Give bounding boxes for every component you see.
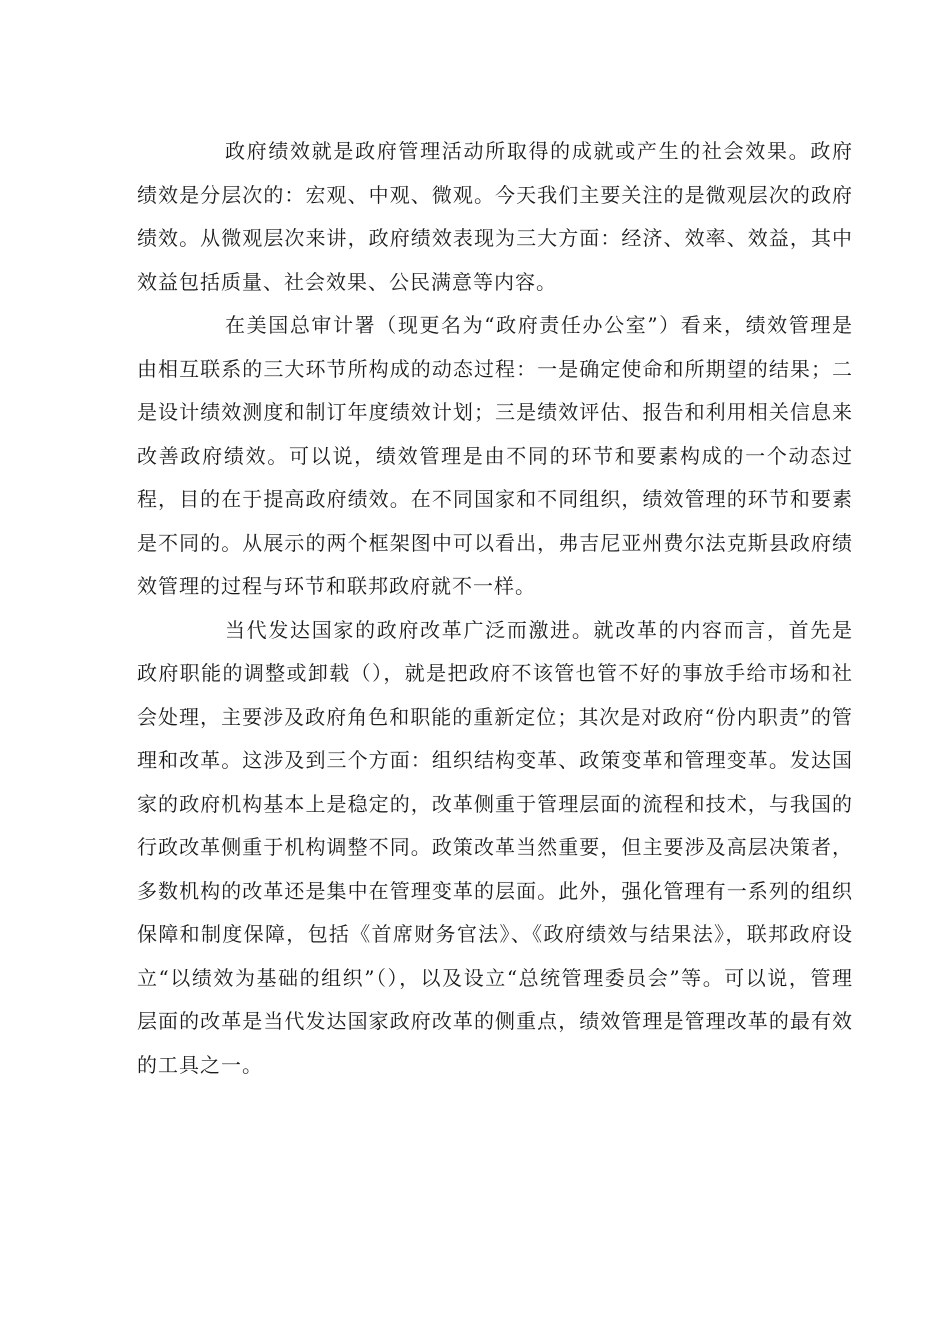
paragraph-government-performance: 政府绩效就是政府管理活动所取得的成就或产生的社会效果。政府绩效是分层次的：宏观、中观、微观。今天我们主要关注的是微观层次的政府绩效。从微观层次来讲，政府绩效表现为三大方面：经济、效率、效益，其中效益包括质量、社会效果、公民满意等内容。 [137,139,853,294]
document-body [137,130,853,1087]
paragraph-government-reform: 当代发达国家的政府改革广泛而激进。就改革的内容而言，首先是政府职能的调整或卸载（），就是把政府不该管也管不好的事放手给市场和社会处理，主要涉及政府角色和职能的重新定位；其次是对政府“份内职责”的管理和改革。这涉及到三个方面：组织结构变革、政策变革和管理变革。发达国家的政府机构基本上是稳定的，改革侧重于管理层面的流程和技术，与我国的行政改革侧重于机构调整不同。政策改革当然重要，但主要涉及高层决策者，多数机构的改革还是集中在管理变革的层面。此外，强化管理有一系列的组织保障和制度保障，包括《首席财务官法》、《政府绩效与结果法》，联邦政府设立“以绩效为基础的组织”（），以及设立“总统管理委员会”等。可以说，管理层面的改革是当代发达国家政府改革的侧重点，绩效管理是管理改革的最有效的工具之一。 [137,617,853,1077]
paragraph-performance-management: 在美国总审计署（现更名为“政府责任办公室”）看来，绩效管理是由相互联系的三大环节所构成的动态过程：一是确定使命和所期望的结果；二是设计绩效测度和制订年度绩效计划；三是绩效评估、报告和利用相关信息来改善政府绩效。可以说，绩效管理是由不同的环节和要素构成的一个动态过程，目的在于提高政府绩效。在不同国家和不同组织，绩效管理的环节和要素是不同的。从展示的两个框架图中可以看出，弗吉尼亚州费尔法克斯县政府绩效管理的过程与环节和联邦政府就不一样。 [137,313,853,598]
